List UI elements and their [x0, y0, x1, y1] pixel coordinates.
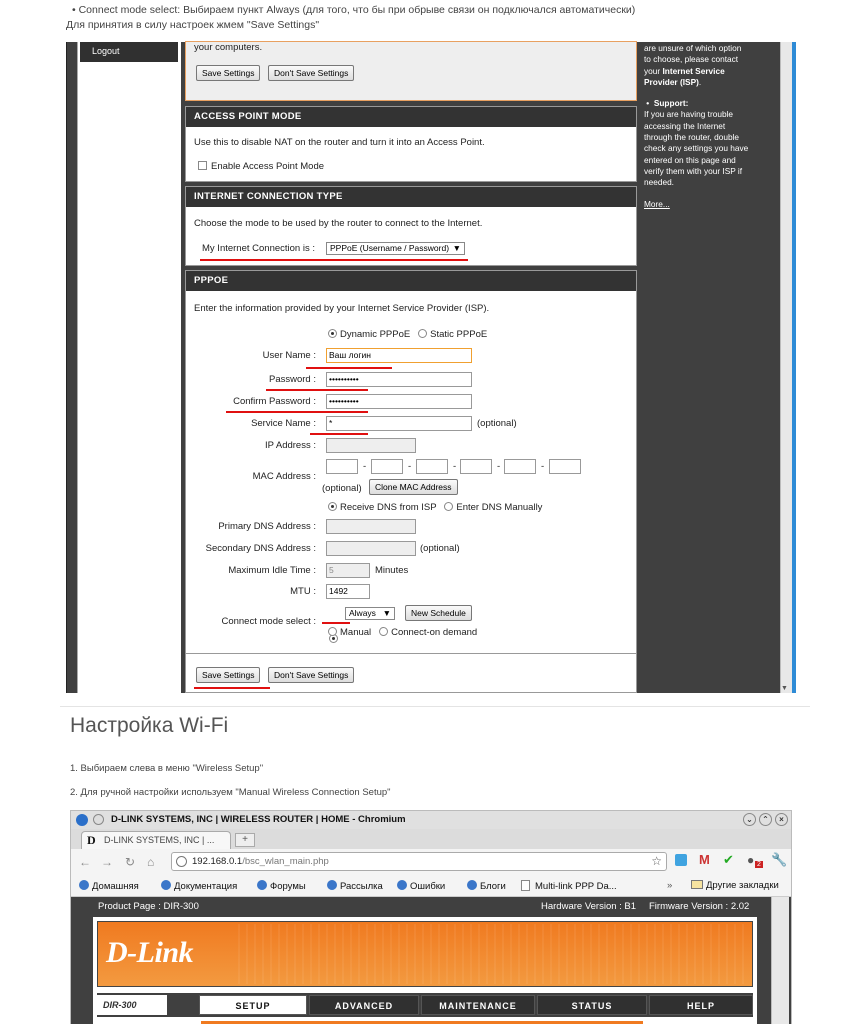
back-icon[interactable]: ←	[79, 855, 91, 869]
new-schedule-button[interactable]: New Schedule	[405, 605, 472, 621]
connection-type-label: My Internet Connection is :	[202, 243, 315, 254]
more-link[interactable]: More...	[644, 198, 670, 209]
page-info-icon[interactable]	[176, 856, 187, 867]
connect-mode-label: Connect mode select :	[221, 616, 316, 627]
red-underline-confirm	[226, 411, 368, 413]
left-nav-column	[77, 42, 181, 693]
url-path: /bsc_wlan_main.php	[242, 856, 329, 867]
bookmark-label: Домашняя	[92, 881, 139, 892]
folder-icon	[691, 880, 703, 889]
previous-box-text: your computers.	[194, 42, 263, 53]
bookmark-favicon-icon	[397, 880, 407, 890]
bottom-save-row	[185, 654, 637, 693]
bookmark-label: Блоги	[480, 881, 506, 892]
service-optional: (optional)	[477, 418, 517, 429]
on-demand-radio[interactable]	[379, 627, 388, 636]
mac-sep-2: -	[408, 461, 412, 472]
bookmark-favicon-icon	[327, 880, 337, 890]
dns-mode-radios	[328, 502, 542, 513]
step-2: 2. Для ручной настройки используем "Manual Wireless Connection Setup"	[70, 787, 391, 798]
idle-time-label: Maximum Idle Time :	[228, 565, 316, 576]
help-text-end: .	[698, 76, 702, 87]
tab-setup[interactable]: SETUP	[199, 995, 307, 1015]
static-pppoe-label: Static PPPoE	[430, 329, 488, 340]
extension-badge-icon[interactable]: ●	[747, 853, 755, 867]
connection-type-value: PPPoE (Username / Password)	[330, 243, 450, 253]
primary-dns-input[interactable]	[326, 519, 416, 534]
mac-address-label: MAC Address :	[252, 471, 316, 482]
internet-connection-desc: Choose the mode to be used by the router to connect to the Internet.	[194, 218, 483, 229]
user-name-input[interactable]: Ваш логин	[326, 348, 472, 363]
intro-line-2: Для принятия в силу настроек жмем "Save Settings"	[66, 19, 320, 31]
minimize-icon[interactable]: ⌄	[743, 813, 756, 826]
dlink-info-bar	[93, 897, 757, 917]
tab-help[interactable]: HELP	[649, 995, 753, 1015]
pppoe-title: PPPOE	[186, 271, 636, 291]
bookmark-label: Multi-link PPP Da...	[535, 881, 617, 892]
idle-minutes: Minutes	[375, 565, 409, 576]
mac-optional: (optional)	[322, 483, 362, 494]
ip-address-label: IP Address :	[264, 440, 316, 451]
tab-status[interactable]: STATUS	[537, 995, 647, 1015]
model-badge: DIR-300	[97, 995, 167, 1015]
wrench-menu-icon[interactable]: 🔧	[771, 852, 788, 867]
save-settings-button-top[interactable]: Save Settings	[196, 65, 260, 81]
save-settings-button[interactable]: Save Settings	[196, 667, 260, 683]
secondary-dns-label: Secondary DNS Address :	[205, 543, 316, 554]
mtu-label: MTU :	[290, 586, 316, 597]
bookmark-favicon-icon	[467, 880, 477, 890]
dns-manual-radio[interactable]	[444, 502, 453, 511]
dont-save-settings-button[interactable]: Don't Save Settings	[268, 667, 354, 683]
home-icon[interactable]: ⌂	[147, 855, 155, 869]
banner-stripes	[238, 924, 750, 984]
dns-manual-label: Enter DNS Manually	[456, 502, 543, 513]
hardware-version: Hardware Version : B1	[541, 901, 637, 912]
dns-from-isp-label: Receive DNS from ISP	[340, 502, 437, 513]
manual-label: Manual	[340, 627, 372, 638]
browser-scrollbar[interactable]	[771, 897, 789, 1024]
help-text: are unsure of which option to choose, please contact your	[644, 43, 742, 76]
support-title: Support:	[653, 98, 689, 109]
bookmark-blogs[interactable]	[467, 880, 506, 892]
password-input[interactable]: ••••••••••	[326, 372, 472, 387]
confirm-password-label: Confirm Password :	[233, 396, 316, 407]
enable-ap-row[interactable]	[198, 161, 324, 172]
mac-octet-1[interactable]	[326, 459, 358, 474]
firmware-version: Firmware Version : 2.02	[649, 901, 750, 912]
reload-icon[interactable]: ↻	[125, 855, 136, 869]
maximize-icon[interactable]: ⌃	[759, 813, 772, 826]
access-point-desc: Use this to disable NAT on the router and turn it into an Access Point.	[194, 137, 485, 148]
logout-link[interactable]: Logout	[80, 42, 178, 62]
tab-advanced[interactable]: ADVANCED	[309, 995, 419, 1015]
bookmark-favicon-icon	[257, 880, 267, 890]
internet-connection-type-title: INTERNET CONNECTION TYPE	[186, 187, 636, 207]
red-underline-connection	[200, 259, 468, 261]
bookmark-home[interactable]	[79, 880, 139, 892]
new-tab-button[interactable]: +	[235, 833, 255, 847]
browser-tab[interactable]	[81, 831, 231, 849]
dynamic-pppoe-radio[interactable]	[328, 329, 337, 338]
bookmark-star-icon[interactable]: ☆	[651, 854, 662, 868]
bookmark-favicon-icon	[79, 880, 89, 890]
blue-edge-bar	[792, 42, 796, 693]
dlink-page-body	[93, 897, 757, 1024]
chromium-logo-icon	[76, 814, 88, 826]
bookmark-errors[interactable]	[397, 880, 445, 892]
address-bar[interactable]	[171, 852, 667, 871]
help-paragraph	[644, 43, 750, 88]
help-isp-bold: Internet Service Provider (ISP)	[644, 65, 725, 87]
more-bookmarks-chevron[interactable]: »	[667, 880, 673, 891]
bookmark-mailing[interactable]	[327, 880, 383, 892]
gmail-icon[interactable]: M	[699, 852, 710, 867]
previous-settings-box	[185, 41, 637, 101]
enable-ap-label: Enable Access Point Mode	[211, 161, 325, 172]
window-menu-icon[interactable]	[93, 814, 104, 825]
mac-sep-5: -	[541, 461, 545, 472]
mac-sep-1: -	[363, 461, 367, 472]
access-point-mode-title: ACCESS POINT MODE	[186, 107, 636, 127]
bookmark-favicon-icon	[161, 880, 171, 890]
dont-save-settings-button-top[interactable]: Don't Save Settings	[268, 65, 354, 81]
checkmark-extension-icon[interactable]: ✔	[723, 852, 734, 867]
tab-title: D-LINK SYSTEMS, INC | ...	[104, 835, 215, 845]
pppoe-box	[185, 270, 637, 654]
access-point-mode-box	[185, 106, 637, 182]
window-title: D-LINK SYSTEMS, INC | WIRELESS ROUTER | HOME - Chromium	[111, 814, 406, 825]
bookmark-label: Рассылка	[340, 881, 383, 892]
bookmark-label: Документация	[174, 881, 238, 892]
secondary-dns-optional: (optional)	[420, 543, 460, 554]
other-bookmarks-label: Другие закладки	[706, 880, 779, 891]
red-underline-service	[310, 433, 368, 435]
primary-dns-label: Primary DNS Address :	[218, 521, 316, 532]
tab-maintenance[interactable]: MAINTENANCE	[421, 995, 535, 1015]
internet-connection-type-box	[185, 186, 637, 266]
bookmark-multilink[interactable]	[521, 880, 617, 892]
dlink-main-menu	[97, 993, 753, 1017]
forward-icon[interactable]: →	[101, 855, 113, 869]
dlink-favicon-icon: D	[87, 833, 96, 847]
bookmark-docs[interactable]	[161, 880, 237, 892]
browser-window	[70, 810, 792, 1024]
extension-weather-icon[interactable]	[675, 854, 687, 866]
dns-from-isp-radio[interactable]	[328, 502, 337, 511]
pppoe-mode-radios	[328, 329, 487, 340]
mac-octet-5[interactable]	[504, 459, 536, 474]
bookmarks-bar	[71, 875, 791, 897]
service-name-label: Service Name :	[251, 418, 316, 429]
help-panel	[641, 42, 753, 693]
idle-time-input[interactable]: 5	[326, 563, 370, 578]
confirm-password-input[interactable]: ••••••••••	[326, 394, 472, 409]
mac-sep-3: -	[453, 461, 457, 472]
extension-badge-count: 2	[757, 861, 761, 868]
mtu-input[interactable]: 1492	[326, 584, 370, 599]
close-icon[interactable]: ×	[775, 813, 788, 826]
enable-ap-checkbox[interactable]	[198, 161, 207, 170]
red-underline-password	[266, 389, 368, 391]
dlink-router-page	[71, 897, 791, 1024]
intro-line-1: • Connect mode select: Выбираем пункт Always (для того, что бы при обрыве связи он подключался автоматически)	[72, 4, 636, 16]
password-label: Password :	[269, 374, 316, 385]
dynamic-pppoe-label: Dynamic PPPoE	[340, 329, 411, 340]
red-underline-always	[322, 622, 350, 624]
mac-octet-2[interactable]	[371, 459, 403, 474]
schedule-value: Always	[349, 608, 376, 618]
support-heading: • Support:	[644, 98, 689, 109]
mac-octet-6[interactable]	[549, 459, 581, 474]
section-title: Настройка Wi-Fi	[70, 714, 229, 737]
window-titlebar	[71, 811, 791, 829]
product-page-label: Product Page : DIR-300	[98, 901, 199, 912]
mac-octet-3[interactable]	[416, 459, 448, 474]
url-host: 192.168.0.1	[192, 856, 243, 867]
on-demand-label: Connect-on demand	[391, 627, 478, 638]
service-name-input[interactable]: *	[326, 416, 472, 431]
dropdown-arrow-icon: ▼	[452, 243, 461, 253]
ip-address-input[interactable]	[326, 438, 416, 453]
dropdown-arrow-icon: ▼	[382, 608, 391, 618]
router-page-screenshot	[66, 42, 795, 693]
left-menu-stub	[97, 1019, 197, 1024]
dlink-logo: D-Link	[106, 936, 193, 969]
user-name-label: User Name :	[262, 350, 316, 361]
red-underline-user	[306, 367, 392, 369]
navigation-row	[71, 849, 791, 875]
tab-strip	[71, 829, 791, 849]
schedule-select[interactable]	[345, 607, 395, 620]
mac-octet-4[interactable]	[460, 459, 492, 474]
pppoe-desc: Enter the information provided by your Internet Service Provider (ISP).	[194, 303, 490, 314]
red-underline-save	[194, 687, 270, 689]
bookmark-label: Ошибки	[410, 881, 446, 892]
scroll-down-icon[interactable]: ▼	[781, 685, 788, 692]
connect-alt-radios	[328, 627, 477, 638]
bookmark-forums[interactable]	[257, 880, 306, 892]
model-slash-decoration: //	[149, 995, 158, 1012]
support-text: If you are having trouble accessing the Internet through the router, double check any settings you have entered on this page and verify them with your ISP if needed.	[644, 109, 749, 188]
manual-radio[interactable]	[328, 627, 337, 636]
clone-mac-button[interactable]: Clone MAC Address	[369, 479, 458, 495]
connection-type-select[interactable]	[326, 242, 465, 255]
other-bookmarks[interactable]	[691, 880, 779, 891]
mac-sep-4: -	[497, 461, 501, 472]
dlink-banner	[97, 921, 753, 987]
step-1: 1. Выбираем слева в меню "Wireless Setup"	[70, 763, 264, 774]
page-icon	[521, 880, 530, 891]
bookmark-label: Форумы	[270, 881, 306, 892]
secondary-dns-input[interactable]	[326, 541, 416, 556]
static-pppoe-radio[interactable]	[418, 329, 427, 338]
section-divider	[60, 706, 810, 707]
